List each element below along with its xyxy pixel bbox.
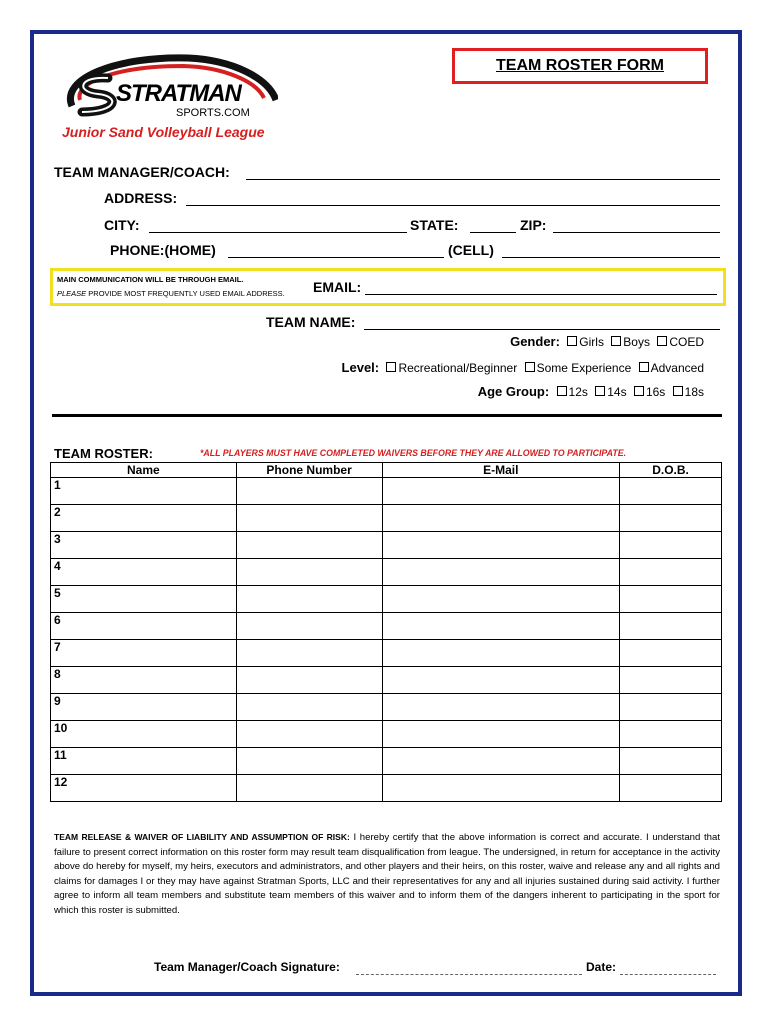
dob-cell[interactable] [620, 478, 722, 505]
table-row [51, 478, 722, 505]
waiver-body: I hereby certify that the above information is correct and accurate. I understand that failure to present correct information on this roster form may result team disqualification from league. The undersigned, in return for acceptance in the activity above do hereby for myself, my heirs, executors and administrators, and other players and their heirs, on this roster, waive and release any and all rights and claims for damages I or they may have against Stratman Sports, LLC and their representatives for any and all injuries sustained during said activity. I further agree to inform all team members and substitute team members of this waiver and to inform them of the dangers inherent to participating in the sport for which this roster is submitted. [54, 832, 720, 916]
table-row [51, 532, 722, 559]
column-header-email: E-Mail [382, 463, 620, 478]
city-line[interactable] [149, 232, 407, 233]
team-name-label: TEAM NAME: [266, 314, 356, 330]
table-row [51, 748, 722, 775]
gender-coed-checkbox[interactable] [657, 336, 667, 346]
row-number-cell[interactable]: 3 [51, 532, 237, 559]
gender-girls-label: Girls [579, 335, 604, 349]
logo-sub: SPORTS.COM [176, 107, 250, 119]
age-group-row [478, 384, 704, 399]
manager-line[interactable] [246, 179, 720, 180]
level-advanced-label: Advanced [650, 361, 704, 375]
phone-cell[interactable] [236, 613, 382, 640]
level-recreational-label: Recreational/Beginner [398, 361, 518, 375]
age-12s-checkbox[interactable] [557, 386, 567, 396]
email-label: EMAIL: [313, 279, 362, 295]
age-14s-label: 14s [607, 385, 627, 399]
email-cell[interactable] [382, 640, 620, 667]
dob-cell[interactable] [620, 505, 722, 532]
gender-coed-label: COED [669, 335, 704, 349]
zip-label: ZIP: [520, 217, 547, 233]
gender-row [510, 334, 704, 349]
email-cell[interactable] [382, 694, 620, 721]
dob-cell[interactable] [620, 667, 722, 694]
email-cell[interactable] [382, 586, 620, 613]
row-number-cell[interactable]: 4 [51, 559, 237, 586]
dob-cell[interactable] [620, 559, 722, 586]
email-note-line1: MAIN COMMUNICATION WILL BE THROUGH EMAIL. [57, 275, 244, 284]
phone-cell[interactable] [236, 586, 382, 613]
phone-cell[interactable] [236, 748, 382, 775]
row-number-cell[interactable]: 6 [51, 613, 237, 640]
form-title: TEAM ROSTER FORM [452, 48, 708, 84]
level-label: Level: [341, 360, 380, 375]
email-note-emphasis: PLEASE [57, 289, 87, 298]
stratman-logo [58, 48, 278, 128]
manager-label: TEAM MANAGER/COACH: [54, 164, 230, 180]
table-row [51, 586, 722, 613]
row-number-cell[interactable]: 7 [51, 640, 237, 667]
age-16s-checkbox[interactable] [634, 386, 644, 396]
email-cell[interactable] [382, 775, 620, 802]
email-note-line2 [57, 289, 285, 298]
roster-table [50, 462, 722, 802]
email-line[interactable] [365, 294, 717, 295]
table-row [51, 694, 722, 721]
table-row [51, 505, 722, 532]
row-number-cell[interactable]: 11 [51, 748, 237, 775]
dob-cell[interactable] [620, 694, 722, 721]
email-cell[interactable] [382, 505, 620, 532]
dob-cell[interactable] [620, 586, 722, 613]
waiver-heading: TEAM RELEASE & WAIVER OF LIABILITY AND ASSUMPTION OF RISK: [54, 832, 350, 842]
age-14s-checkbox[interactable] [595, 386, 605, 396]
dob-cell[interactable] [620, 640, 722, 667]
gender-boys-label: Boys [623, 335, 650, 349]
state-line[interactable] [470, 232, 516, 233]
email-cell[interactable] [382, 532, 620, 559]
gender-boys-checkbox[interactable] [611, 336, 621, 346]
signature-line[interactable] [356, 974, 582, 975]
date-label: Date: [586, 960, 617, 974]
roster-body [51, 478, 722, 802]
row-number-cell[interactable]: 12 [51, 775, 237, 802]
gender-label: Gender: [510, 334, 560, 349]
cell-line[interactable] [502, 257, 720, 258]
level-recreational-checkbox[interactable] [386, 362, 396, 372]
column-header-name: Name [51, 463, 237, 478]
email-cell[interactable] [382, 721, 620, 748]
age-16s-label: 16s [645, 385, 666, 399]
roster-title: TEAM ROSTER: [54, 446, 153, 461]
form-page [30, 30, 742, 996]
phone-cell[interactable] [236, 478, 382, 505]
address-line[interactable] [186, 205, 720, 206]
table-row [51, 613, 722, 640]
column-header-phone: Phone Number [236, 463, 382, 478]
table-row [51, 667, 722, 694]
email-cell[interactable] [382, 559, 620, 586]
roster-header-row [51, 463, 722, 478]
row-number-cell[interactable]: 2 [51, 505, 237, 532]
table-row [51, 775, 722, 802]
phone-cell[interactable] [236, 532, 382, 559]
waiver-text [54, 830, 720, 919]
phone-home-line[interactable] [228, 257, 444, 258]
phone-cell[interactable] [236, 694, 382, 721]
dob-cell[interactable] [620, 532, 722, 559]
age-group-label: Age Group: [477, 384, 550, 399]
logo-brand: STRATMAN [116, 80, 241, 107]
cell-label: (CELL) [448, 242, 494, 258]
row-number-cell[interactable]: 1 [51, 478, 237, 505]
phone-cell[interactable] [236, 667, 382, 694]
phone-cell[interactable] [236, 721, 382, 748]
age-18s-label: 18s [684, 385, 704, 399]
email-cell[interactable] [382, 748, 620, 775]
email-note-rest: PROVIDE MOST FREQUENTLY USED EMAIL ADDRESS. [86, 289, 285, 298]
email-section [50, 268, 726, 306]
dob-cell[interactable] [620, 775, 722, 802]
level-some-experience-label: Some Experience [536, 361, 632, 375]
row-number-cell[interactable]: 5 [51, 586, 237, 613]
row-number-cell[interactable]: 8 [51, 667, 237, 694]
row-number-cell[interactable]: 9 [51, 694, 237, 721]
phone-cell[interactable] [236, 640, 382, 667]
dob-cell[interactable] [620, 748, 722, 775]
level-advanced-checkbox[interactable] [639, 362, 649, 372]
section-divider [52, 414, 722, 417]
roster-notice: *ALL PLAYERS MUST HAVE COMPLETED WAIVERS BEFORE THEY ARE ALLOWED TO PARTICIPATE. [200, 448, 627, 458]
signature-label: Team Manager/Coach Signature: [154, 960, 340, 974]
address-label: ADDRESS: [104, 190, 178, 206]
level-some-experience-checkbox[interactable] [525, 362, 535, 372]
gender-girls-checkbox[interactable] [567, 336, 577, 346]
phone-cell[interactable] [236, 775, 382, 802]
table-row [51, 559, 722, 586]
column-header-dob: D.O.B. [620, 463, 722, 478]
row-number-cell[interactable]: 10 [51, 721, 237, 748]
table-row [51, 721, 722, 748]
dob-cell[interactable] [620, 613, 722, 640]
email-cell[interactable] [382, 613, 620, 640]
league-name: Junior Sand Volleyball League [62, 124, 265, 140]
phone-home-label: PHONE:(HOME) [110, 242, 216, 258]
age-12s-label: 12s [568, 385, 588, 399]
email-cell[interactable] [382, 478, 620, 505]
date-line[interactable] [620, 974, 716, 975]
zip-line[interactable] [553, 232, 720, 233]
email-cell[interactable] [382, 667, 620, 694]
table-row [51, 640, 722, 667]
age-18s-checkbox[interactable] [673, 386, 683, 396]
city-label: CITY: [104, 217, 140, 233]
dob-cell[interactable] [620, 721, 722, 748]
level-row [342, 360, 704, 375]
team-name-line[interactable] [364, 329, 720, 330]
phone-cell[interactable] [236, 559, 382, 586]
state-label: STATE: [410, 217, 459, 233]
phone-cell[interactable] [236, 505, 382, 532]
